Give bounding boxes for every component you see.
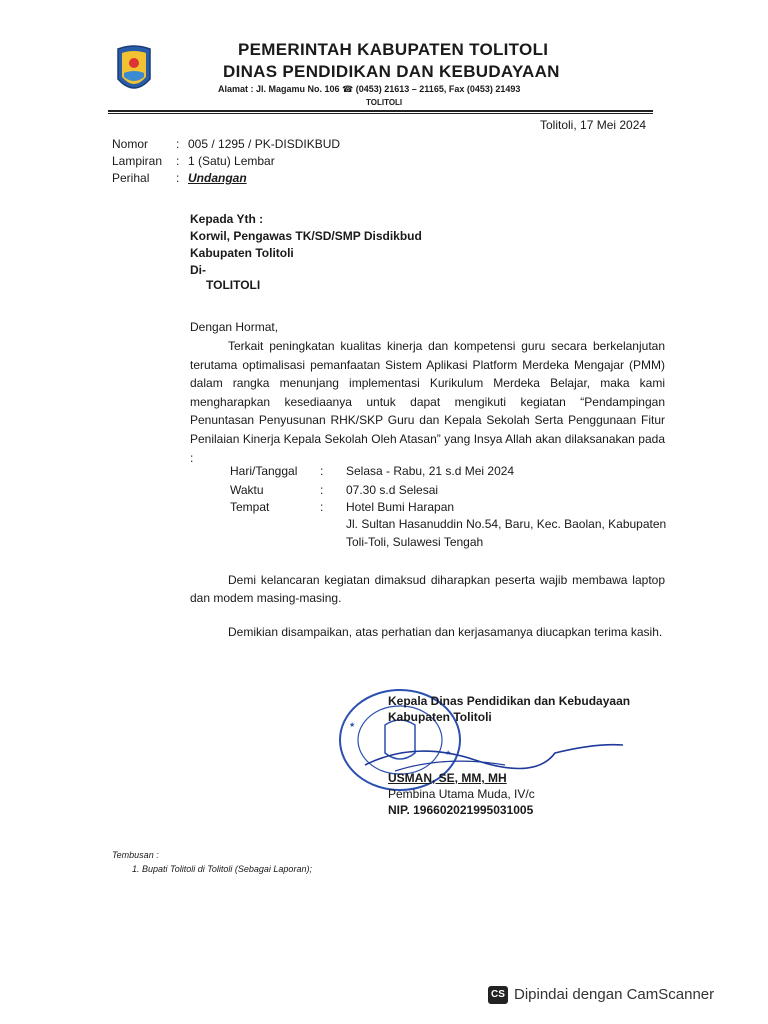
- camscanner-logo-icon: CS: [488, 986, 508, 1004]
- paragraph-2: Demi kelancaran kegiatan dimaksud diharapkan peserta wajib membawa laptop dan modem masing-masing.: [190, 573, 665, 605]
- detail-row: [230, 500, 454, 514]
- meta-lampiran: [112, 154, 275, 168]
- detail-value: 07.30 s.d Selesai: [346, 483, 439, 497]
- recipient-line: Kabupaten Tolitoli: [190, 246, 294, 260]
- tembusan-label: Tembusan :: [112, 850, 159, 860]
- detail-sep: :: [320, 500, 324, 514]
- tembusan-item: 1. Bupati Tolitoli di Tolitoli (Sebagai Laporan);: [132, 864, 312, 874]
- letterhead-line-2: DINAS PENDIDIKAN DAN KEBUDAYAAN: [223, 62, 560, 81]
- svg-text:★: ★: [349, 721, 356, 729]
- meta-key: Nomor: [112, 137, 149, 151]
- letterhead-address: Alamat : Jl. Magamu No. 106 ☎ (0453) 21613 – 21165, Fax (0453) 21493: [218, 84, 521, 94]
- camscanner-watermark: [488, 986, 714, 1004]
- letter-date: Tolitoli, 17 Mei 2024: [540, 118, 647, 132]
- place-address-line-2: Jl. Sultan Hasanuddin No.54, Baru, Kec. Baolan, Kabupaten: [346, 517, 667, 531]
- signature-title-1: Kepala Dinas Pendidikan dan Kebudayaan: [388, 694, 631, 708]
- paragraph-1: Terkait peningkatan kualitas kinerja dan kompetensi guru secara berkelanjutan terutama optimalisasi pemanfaatan Sistem Aplikasi Platform Merdeka Mengajar (PMM) dalam rangka menunjang implementasi Kurikulum Merdeka Belajar, maka kami mengharapkan kesediaanya untuk dapat mengikuti kegiatan “Pendampingan Penuntasan Penyusunan RHK/SKP Guru dan Kepala Sekolah Serta Penggunaan Fitur Penilaian Kinerja Kepala Sekolah Oleh Atasan” yang Insya Allah akan dilaksanakan pada :: [190, 339, 665, 465]
- detail-key: Waktu: [230, 483, 264, 497]
- meta-nomor: [112, 137, 340, 151]
- recipient-line: Di-: [190, 263, 206, 277]
- meta-value: 1 (Satu) Lembar: [188, 154, 275, 168]
- greeting: Dengan Hormat,: [190, 320, 279, 334]
- detail-sep: :: [320, 464, 324, 478]
- detail-value: Hotel Bumi Harapan: [346, 500, 455, 514]
- letterhead-rule-thin: [108, 113, 653, 114]
- letterhead-rule: [108, 110, 653, 112]
- recipient-line: Korwil, Pengawas TK/SD/SMP Disdikbud: [190, 229, 422, 243]
- recipient-line: Kepada Yth :: [190, 212, 264, 226]
- detail-row: [230, 464, 514, 478]
- meta-perihal: [112, 171, 247, 185]
- detail-value: Selasa - Rabu, 21 s.d Mei 2024: [346, 464, 515, 478]
- meta-value: Undangan: [188, 171, 247, 185]
- signature-scribble: [355, 735, 625, 775]
- detail-sep: :: [320, 483, 324, 497]
- svg-text:★: ★: [445, 749, 452, 757]
- regency-logo: [116, 45, 152, 97]
- recipient-line: TOLITOLI: [206, 278, 261, 292]
- letterhead-city: TOLITOLI: [366, 98, 403, 107]
- detail-key: Hari/Tanggal: [230, 464, 298, 478]
- meta-value: 005 / 1295 / PK-DISDIKBUD: [188, 137, 341, 151]
- signature-name: USMAN, SE, MM, MH: [388, 771, 507, 785]
- letterhead-line-1: PEMERINTAH KABUPATEN TOLITOLI: [238, 40, 549, 59]
- signature-nip: NIP. 196602021995031005: [388, 803, 534, 817]
- detail-row: [230, 483, 438, 497]
- place-address-line-3: Toli-Toli, Sulawesi Tengah: [346, 535, 484, 549]
- meta-key: Lampiran: [112, 154, 163, 168]
- detail-key: Tempat: [230, 500, 270, 514]
- meta-sep: :: [176, 171, 180, 185]
- signature-title-2: Kabupaten Tolitoli: [388, 710, 492, 724]
- meta-sep: :: [176, 137, 180, 151]
- signature-rank: Pembina Utama Muda, IV/c: [388, 787, 535, 801]
- meta-key: Perihal: [112, 171, 150, 185]
- paragraph-3: Demikian disampaikan, atas perhatian dan kerjasamanya diucapkan terima kasih.: [228, 625, 663, 639]
- camscanner-text: Dipindai dengan CamScanner: [514, 986, 715, 1003]
- meta-sep: :: [176, 154, 180, 168]
